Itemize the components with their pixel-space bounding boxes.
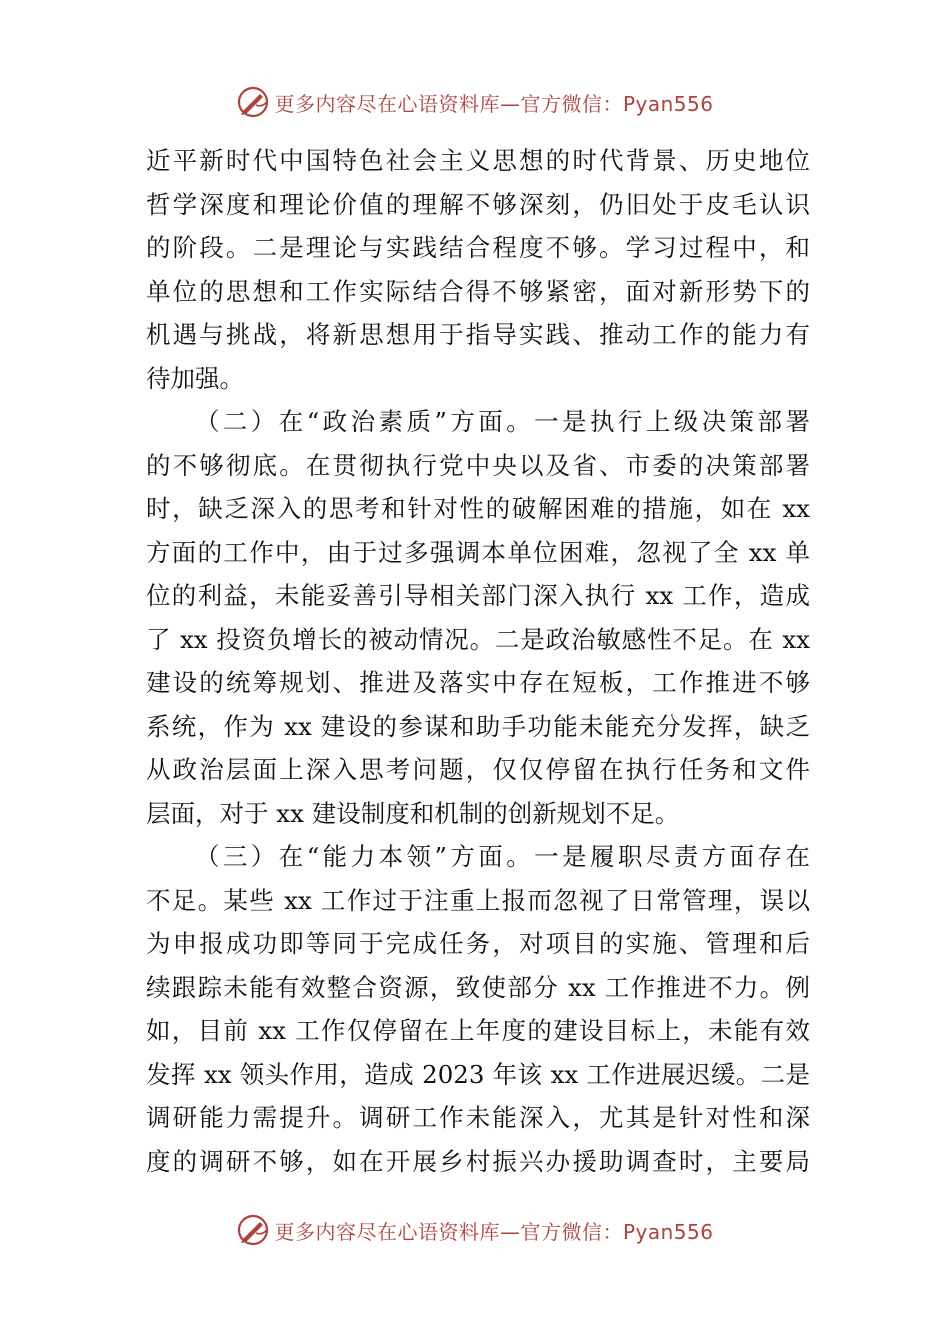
text-line: 层面，对于 xx 建设制度和机制的创新规划不足。: [146, 798, 680, 828]
pen-circle-logo-icon: [236, 1213, 270, 1247]
text-line: 位的利益，未能妥善引导相关部门深入执行 xx 工作，造成: [146, 581, 810, 610]
text-line: 方面的工作中，由于过多强调本单位困难，忽视了全 xx 单: [146, 537, 810, 567]
text-line: 调研能力需提升。调研工作未能深入，尤其是针对性和深: [146, 1103, 810, 1132]
text-line: 了 xx 投资负增长的被动情况。二是政治敏感性不足。在 xx: [146, 624, 810, 654]
text-line: 建设的统筹规划、推进及落实中存在短板，工作推进不够: [146, 668, 810, 697]
text-line: 度的调研不够，如在开展乡村振兴办援助调查时，主要局: [146, 1146, 810, 1176]
watermark-text: 更多内容尽在心语资料库—官方微信：Pyan556: [274, 1219, 714, 1244]
text-line: 单位的思想和工作实际结合得不够紧密，面对新形势下的: [146, 276, 810, 306]
pen-circle-logo-icon: [236, 85, 270, 119]
footer-watermark: [0, 1210, 950, 1250]
text-line: 的不够彻底。在贯彻执行党中央以及省、市委的决策部署: [146, 450, 810, 480]
text-line: 待加强。: [146, 363, 244, 393]
text-line: 续跟踪未能有效整合资源，致使部分 xx 工作推进不力。例: [146, 972, 810, 1002]
text-line: 哲学深度和理论价值的理解不够深刻，仍旧处于皮毛认识: [146, 189, 810, 219]
text-line: （三）在“能力本领”方面。一是履职尽责方面存在: [195, 842, 810, 871]
watermark-text: 更多内容尽在心语资料库—官方微信：Pyan556: [274, 91, 714, 116]
text-line: 近平新时代中国特色社会主义思想的时代背景、历史地位: [146, 146, 810, 175]
document-body: [146, 139, 810, 1183]
text-line: 系统，作为 xx 建设的参谋和助手功能未能充分发挥，缺乏: [146, 711, 810, 741]
header-watermark: [0, 82, 950, 122]
text-line: 为申报成功即等同于完成任务，对项目的实施、管理和后: [146, 929, 810, 958]
text-line: 发挥 xx 领头作用，造成 2023 年该 xx 工作进展迟缓。二是: [146, 1059, 810, 1089]
text-line: 时，缺乏深入的思考和针对性的破解困难的措施，如在 xx: [146, 494, 810, 523]
text-line: （二）在“政治素质”方面。一是执行上级决策部署: [195, 407, 810, 436]
text-line: 的阶段。二是理论与实践结合程度不够。学习过程中，和: [146, 233, 810, 262]
text-line: 机遇与挑战，将新思想用于指导实践、推动工作的能力有: [146, 320, 810, 349]
text-line: 从政治层面上深入思考问题，仅仅停留在执行任务和文件: [146, 755, 810, 784]
text-line: 不足。某些 xx 工作过于注重上报而忽视了日常管理，误以: [146, 885, 810, 915]
text-line: 如，目前 xx 工作仅停留在上年度的建设目标上，未能有效: [146, 1016, 810, 1045]
